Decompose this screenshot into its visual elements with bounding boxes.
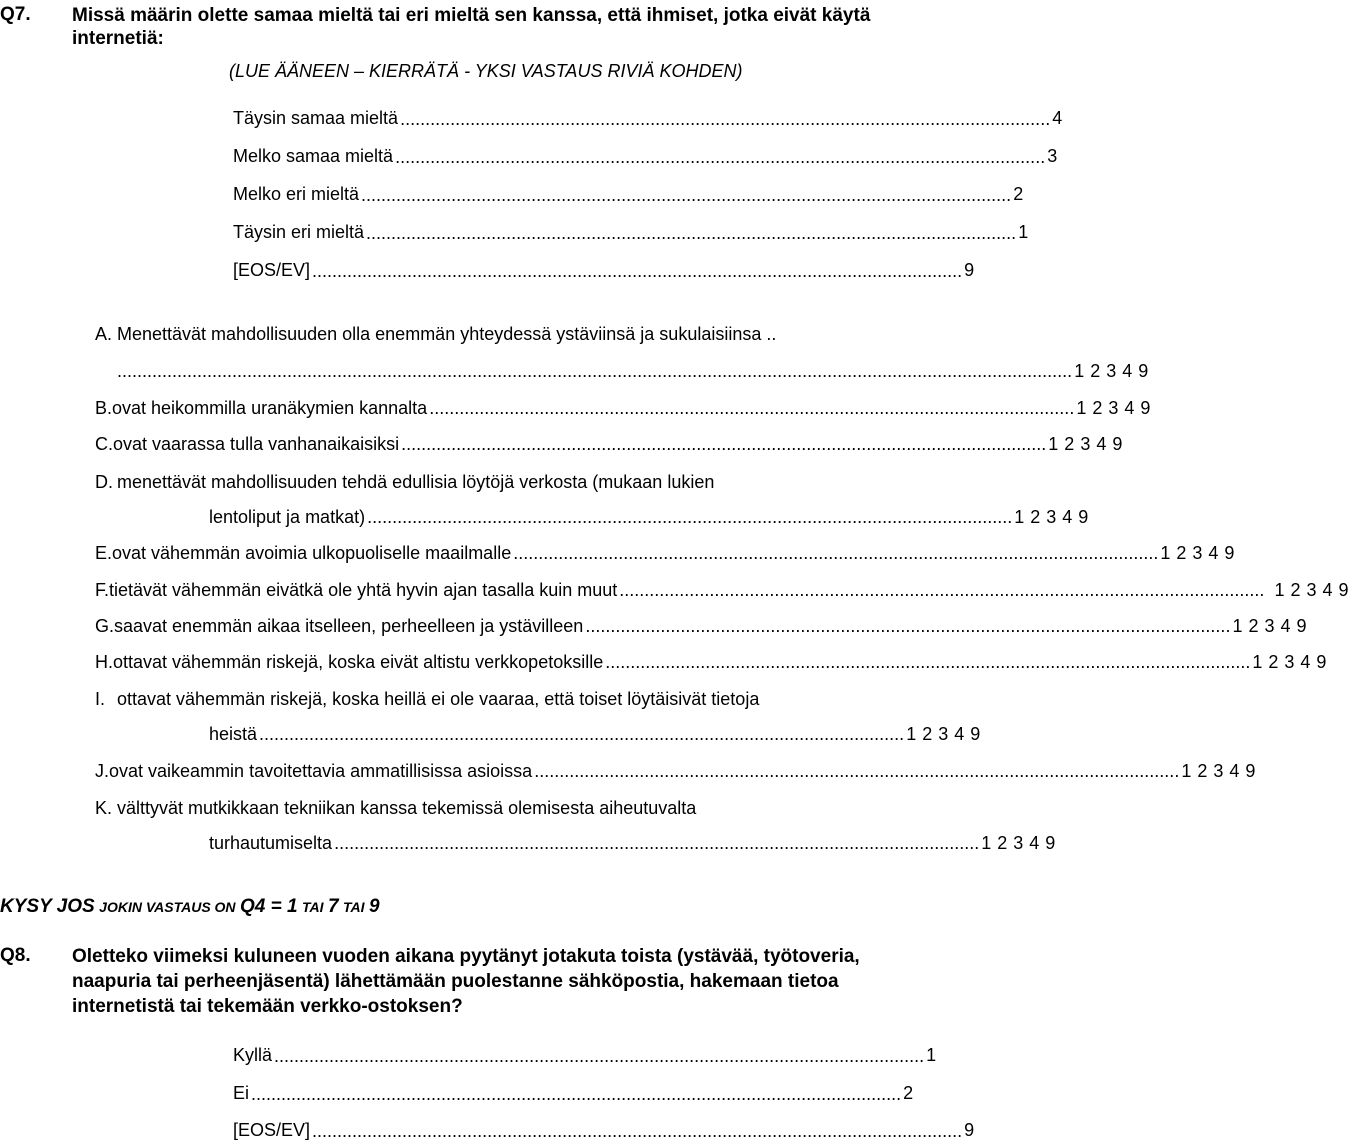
q7-item-i <box>95 689 759 710</box>
q7-question-line2: internetiä: <box>72 28 164 49</box>
filter-seven: 7 <box>328 896 339 917</box>
option-code: 9 <box>964 260 975 280</box>
q7-item-i-cont <box>209 724 981 745</box>
answer-scale: 1 2 3 4 9 <box>906 724 981 744</box>
item-letter: A. <box>95 324 113 344</box>
q7-option-9 <box>218 260 975 281</box>
option-code: 1 <box>1018 222 1029 242</box>
leader-dots: ................................................................................................................................. <box>585 616 1231 636</box>
q7-item-e <box>95 543 1235 564</box>
leader-dots: ................................................................................................................................. <box>334 833 980 853</box>
q7-item-j <box>95 761 1256 782</box>
q8-option-1 <box>218 1045 937 1066</box>
q7-item-d-cont <box>209 507 1089 528</box>
item-letter: E. <box>95 543 113 563</box>
q7-option-4 <box>218 108 1063 129</box>
option-code: 2 <box>1013 184 1024 204</box>
filter-kysy: KYSY JOS <box>0 896 95 917</box>
item-text: ovat heikommilla uranäkymien kannalta <box>112 398 428 418</box>
answer-scale: 1 2 3 4 9 <box>1076 398 1151 418</box>
item-text: ovat vaikeammin tavoitettavia ammatillisissa asioissa <box>109 761 533 781</box>
leader-dots: .................................................................................................................................. <box>366 222 1017 243</box>
option-label: [EOS/EV] <box>233 1120 311 1140</box>
item-text: ottavat vähemmän riskejä, koska heillä ei ole vaaraa, että toiset löytäisivät tietoja <box>117 689 760 709</box>
leader-dots: .................................................................................................................................. <box>400 108 1051 129</box>
item-text: tietävät vähemmän eivätkä ole yhtä hyvin ajan tasalla kuin muut <box>109 580 618 600</box>
filter-jokin: JOKIN VASTAUS ON <box>99 899 236 915</box>
option-label: Melko eri mieltä <box>233 184 360 204</box>
leader-dots: .................................................................................................................................. <box>274 1045 925 1066</box>
item-letter: B. <box>95 398 113 418</box>
option-code: 9 <box>964 1120 975 1140</box>
filter-tai-1: TAI <box>302 899 324 915</box>
q7-item-g <box>95 616 1307 637</box>
answer-scale: 1 2 3 4 9 <box>981 833 1056 853</box>
option-code: 2 <box>903 1083 914 1103</box>
answer-scale: 1 2 3 4 9 <box>1232 616 1307 636</box>
q8-number: Q8. <box>0 945 31 966</box>
q8-question-line3: internetistä tai tekemään verkko-ostoksen? <box>72 996 463 1017</box>
item-letter: G. <box>95 616 115 636</box>
leader-dots: ................................................................................................................................. <box>513 543 1159 563</box>
filter-tai-2: TAI <box>343 899 365 915</box>
item-text: Menettävät mahdollisuuden olla enemmän yhteydessä ystäviinsä ja sukulaisiinsa .. <box>117 324 777 344</box>
item-text: menettävät mahdollisuuden tehdä edullisia löytöjä verkosta (mukaan lukien <box>117 472 715 492</box>
item-letter: J. <box>95 761 110 781</box>
option-label: [EOS/EV] <box>233 260 311 280</box>
q7-item-k-cont <box>209 833 1056 854</box>
leader-dots: ............................................................................................................................................................................................... <box>117 361 1073 381</box>
item-letter: I. <box>95 689 106 709</box>
option-code: 1 <box>926 1045 937 1065</box>
item-letter: K. <box>95 798 113 818</box>
q8-question-line1: Oletteko viimeksi kuluneen vuoden aikana pyytänyt jotakuta toista (ystävää, työtoveria, <box>72 946 860 967</box>
q7-question-line1: Missä määrin olette samaa mieltä tai eri mieltä sen kanssa, että ihmiset, jotka eivät käytä <box>72 5 871 26</box>
leader-dots: ................................................................................................................................. <box>534 761 1180 781</box>
q7-option-3 <box>218 146 1058 167</box>
item-text: saavat enemmän aikaa itselleen, perheelleen ja ystävilleen <box>114 616 584 636</box>
q7-item-k <box>95 798 696 819</box>
filter-nine: 9 <box>369 896 380 917</box>
option-label: Ei <box>233 1083 250 1103</box>
leader-dots: ................................................................................................................................. <box>367 507 1013 527</box>
option-code: 4 <box>1052 108 1063 128</box>
leader-dots: ................................................................................................................................. <box>619 580 1265 600</box>
option-label: Melko samaa mieltä <box>233 146 394 166</box>
filter-instruction <box>0 896 380 918</box>
item-letter: H. <box>95 652 113 672</box>
q7-instruction: (LUE ÄÄNEEN – KIERRÄTÄ - YKSI VASTAUS RIVIÄ KOHDEN) <box>229 61 743 81</box>
leader-dots: .................................................................................................................................. <box>312 1120 963 1141</box>
option-label: Täysin eri mieltä <box>233 222 365 242</box>
item-letter: F. <box>95 580 110 600</box>
leader-dots: ................................................................................................................................. <box>401 434 1047 454</box>
q7-number: Q7. <box>0 4 31 25</box>
leader-dots: .................................................................................................................................. <box>361 184 1012 205</box>
item-text-continued: turhautumiselta <box>209 833 333 853</box>
option-code: 3 <box>1047 146 1058 166</box>
q7-item-b <box>95 398 1151 419</box>
answer-scale: 1 2 3 4 9 <box>1181 761 1256 781</box>
answer-scale: 1 2 3 4 9 <box>1274 580 1349 600</box>
answer-scale: 1 2 3 4 9 <box>1252 652 1327 672</box>
q7-option-2 <box>218 184 1024 205</box>
leader-dots: ................................................................................................................................. <box>259 724 905 744</box>
answer-scale: 1 2 3 4 9 <box>1074 361 1149 381</box>
item-text-continued: lentoliput ja matkat) <box>209 507 366 527</box>
option-label: Kyllä <box>233 1045 273 1065</box>
item-text: ovat vaarassa tulla vanhanaikaisiksi <box>113 434 400 454</box>
q8-question-line2: naapuria tai perheenjäsentä) lähettämään puolestanne sähköpostia, hakemaan tietoa <box>72 971 839 992</box>
q7-item-d <box>95 472 714 493</box>
answer-scale: 1 2 3 4 9 <box>1014 507 1089 527</box>
item-text: ottavat vähemmän riskejä, koska eivät altistu verkkopetoksille <box>113 652 604 672</box>
item-text: ovat vähemmän avoimia ulkopuoliselle maailmalle <box>112 543 512 563</box>
item-text-continued: heistä <box>209 724 258 744</box>
q8-option-2 <box>218 1083 914 1104</box>
filter-q4: Q4 = 1 <box>240 896 298 917</box>
q7-option-1 <box>218 222 1029 243</box>
q7-item-a-answer <box>117 361 1149 382</box>
leader-dots: .................................................................................................................................. <box>395 146 1046 167</box>
leader-dots: .................................................................................................................................. <box>312 260 963 281</box>
item-letter: D. <box>95 472 113 492</box>
item-letter: C. <box>95 434 113 454</box>
leader-dots: ................................................................................................................................. <box>605 652 1251 672</box>
leader-dots: ................................................................................................................................. <box>429 398 1075 418</box>
item-text: välttyvät mutkikkaan tekniikan kanssa tekemissä olemisesta aiheutuvalta <box>117 798 697 818</box>
q7-item-c <box>95 434 1123 455</box>
q8-option-9 <box>218 1120 975 1141</box>
q7-item-a <box>95 324 776 345</box>
q7-item-h <box>95 652 1327 673</box>
leader-dots: .................................................................................................................................. <box>251 1083 902 1104</box>
q7-item-f <box>95 580 1349 601</box>
answer-scale: 1 2 3 4 9 <box>1048 434 1123 454</box>
option-label: Täysin samaa mieltä <box>233 108 399 128</box>
answer-scale: 1 2 3 4 9 <box>1160 543 1235 563</box>
